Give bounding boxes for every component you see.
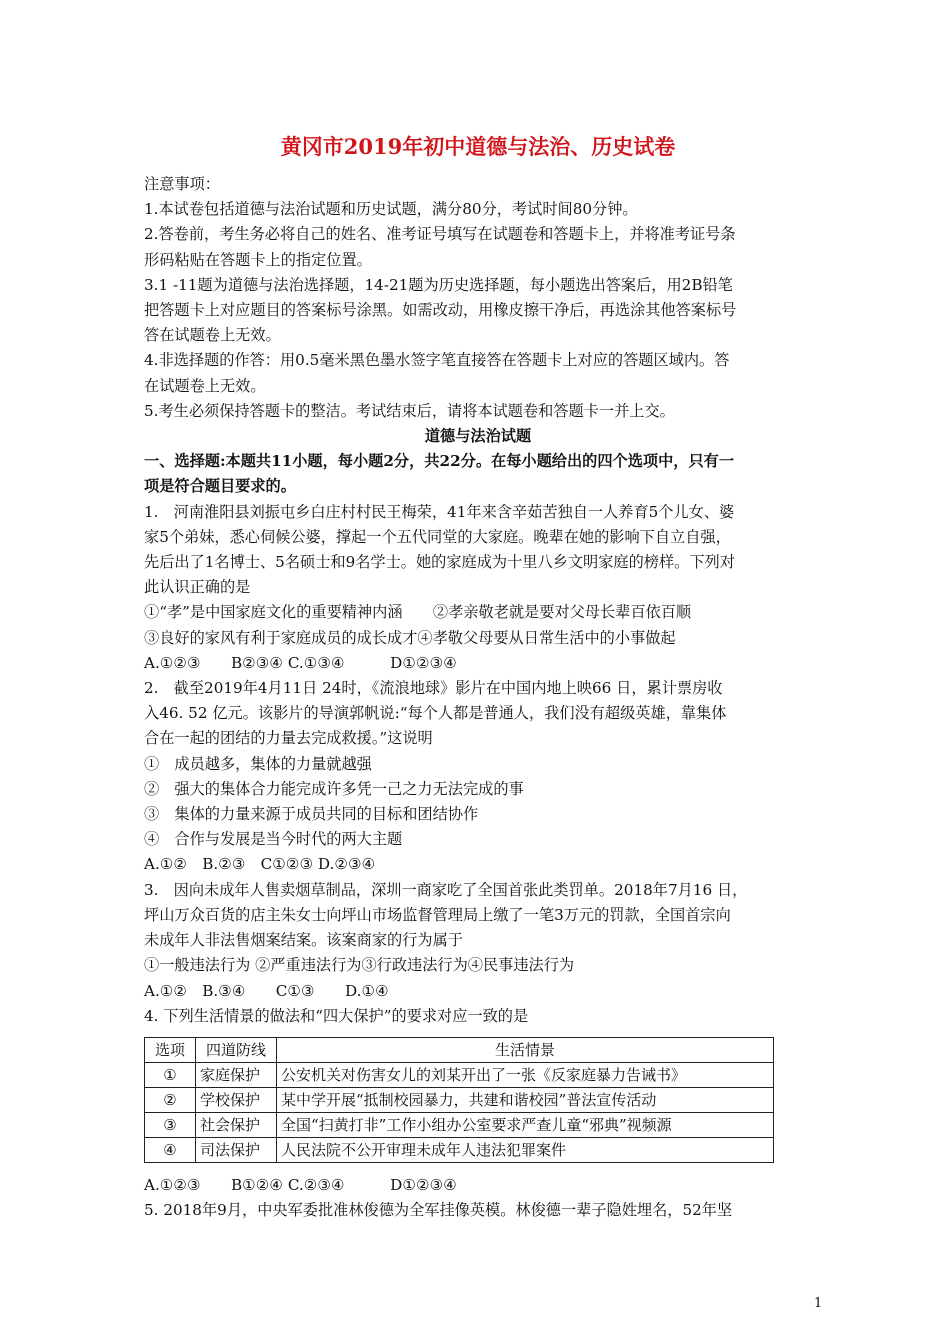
page-number: 1 <box>814 1296 823 1311</box>
notes-line: 注意事项： <box>144 175 220 193</box>
table-header-cell: 四道防线 <box>196 1037 277 1062</box>
question-line: ①一般违法行为 ②严重违法行为③行政违法行为④民事违法行为 <box>144 956 575 975</box>
table-row <box>145 1062 774 1087</box>
notes-line: 在试题卷上无效。 <box>144 376 266 395</box>
section-intro-line: 项是符合题目要求的。 <box>144 477 296 496</box>
table-cell: ④ <box>145 1137 196 1162</box>
protection-table <box>144 1037 774 1163</box>
question-line: 5. 2018年9月，中央军委批准林俊德为全军挂像英模。林俊德一辈子隐姓埋名，52年坚 <box>144 1201 733 1220</box>
question-line: 入46. 52 亿元。该影片的导演郭帆说:“每个人都是普通人，我们没有超级英雄，靠集体 <box>144 704 727 723</box>
notes-line: 把答题卡上对应题目的答案标号涂黑。如需改动，用橡皮擦干净后，再选涂其他答案标号 <box>144 301 737 320</box>
question-line: A.①②③ B①②④ C.②③④ D①②③④ <box>144 1175 457 1194</box>
question-line: A.①② B.③④ C①③ D.①④ <box>144 981 389 1000</box>
question-line: 此认识正确的是 <box>144 578 251 597</box>
question-line: 3. 因向未成年人售卖烟草制品，深圳一商家吃了全国首张此类罚单。2018年7月16 日， <box>144 880 748 899</box>
table-cell: ③ <box>145 1112 196 1137</box>
exam-title: 黄冈市2019年初中道德与法治、历史试卷 <box>280 134 676 159</box>
table-header-cell: 生活情景 <box>277 1037 774 1062</box>
notes-line: 5.考生必须保持答题卡的整洁。考试结束后，请将本试题卷和答题卡一并上交。 <box>144 401 675 420</box>
question-line: 合在一起的团结的力量去完成救援。”这说明 <box>144 729 433 748</box>
exam-page <box>144 132 812 1223</box>
questions-block <box>144 500 812 1029</box>
table-cell: ② <box>145 1087 196 1112</box>
question-line: 2. 截至2019年4月11日 24时，《流浪地球》影片在中国内地上映66 日，累计票房收 <box>144 679 723 698</box>
table-cell: 司法保护 <box>196 1137 277 1162</box>
question-line: ③ 集体的力量来源于成员共同的目标和团结协作 <box>144 805 479 824</box>
question-line: ② 强大的集体合力能完成许多凭一己之力无法完成的事 <box>144 779 524 798</box>
table-row <box>145 1087 774 1112</box>
question-line: ① 成员越多，集体的力量就越强 <box>144 754 372 773</box>
question-line: A.①②③ B②③④ C.①③④ D①②③④ <box>144 653 457 672</box>
question-line: A.①② B.②③ C①②③ D.②③④ <box>144 855 376 874</box>
table-header-row <box>145 1037 774 1062</box>
notes-line: 3.1 -11题为道德与法治选择题，14-21题为历史选择题，每小题选出答案后，用2B铅笔 <box>144 275 733 294</box>
notes-line: 答在试题卷上无效。 <box>144 326 281 345</box>
notes-block <box>144 172 812 424</box>
question-line: ①“孝”是中国家庭文化的重要精神内涵 ②孝亲敬老就是要对父母长辈百依百顺 <box>144 603 692 622</box>
notes-line: 1.本试卷包括道德与法治试题和历史试题，满分80分，考试时间80分钟。 <box>144 200 638 219</box>
table-cell: 社会保护 <box>196 1112 277 1137</box>
question-line: ④ 合作与发展是当今时代的两大主题 <box>144 830 403 849</box>
table-cell: 某中学开展“抵制校园暴力，共建和谐校园”普法宣传活动 <box>277 1087 774 1112</box>
question-line: 4. 下列生活情景的做法和“四大保护”的要求对应一致的是 <box>144 1006 529 1025</box>
section-title: 道德与法治试题 <box>424 427 532 446</box>
table-header-cell: 选项 <box>145 1037 196 1062</box>
notes-line: 形码粘贴在答题卡上的指定位置。 <box>144 250 372 269</box>
table-cell: 公安机关对伤害女儿的刘某开出了一张《反家庭暴力告诫书》 <box>277 1062 774 1087</box>
table-row <box>145 1112 774 1137</box>
question-line: 未成年人非法售烟案结案。该案商家的行为属于 <box>144 931 463 950</box>
table-cell: 人民法院不公开审理未成年人违法犯罪案件 <box>277 1137 774 1162</box>
table-cell: ① <box>145 1062 196 1087</box>
table-cell: 全国“扫黄打非”工作小组办公室要求严查儿童“邪典”视频源 <box>277 1112 774 1137</box>
table-cell: 学校保护 <box>196 1087 277 1112</box>
table-cell: 家庭保护 <box>196 1062 277 1087</box>
question-line: 坪山万众百货的店主朱女士向坪山市场监督管理局上缴了一笔3万元的罚款，全国首宗向 <box>144 905 731 924</box>
notes-line: 2.答卷前，考生务必将自己的姓名、准考证号填写在试题卷和答题卡上，并将准考证号条 <box>144 225 736 244</box>
question-line: 1. 河南淮阳县刘振屯乡白庄村村民王梅荣，41年来含辛茹苦独自一人养育5个儿女、婆 <box>144 502 735 521</box>
question-line: 家5个弟妹，悉心伺候公婆，撑起一个五代同堂的大家庭。晚辈在她的影响下自立自强， <box>144 527 731 546</box>
notes-line: 4.非选择题的作答：用0.5毫米黑色墨水签字笔直接答在答题卡上对应的答题区域内。答 <box>144 351 730 370</box>
question-line: ③良好的家风有利于家庭成员的成长成才④孝敬父母要从日常生活中的小事做起 <box>144 628 676 647</box>
table-row <box>145 1137 774 1162</box>
section-intro-line: 一、选择题:本题共11小题，每小题2分，共22分。在每小题给出的四个选项中，只有一 <box>144 452 735 471</box>
question-line: 先后出了1名博士、5名硕士和9名学士。她的家庭成为十里八乡文明家庭的榜样。下列对 <box>144 553 735 572</box>
